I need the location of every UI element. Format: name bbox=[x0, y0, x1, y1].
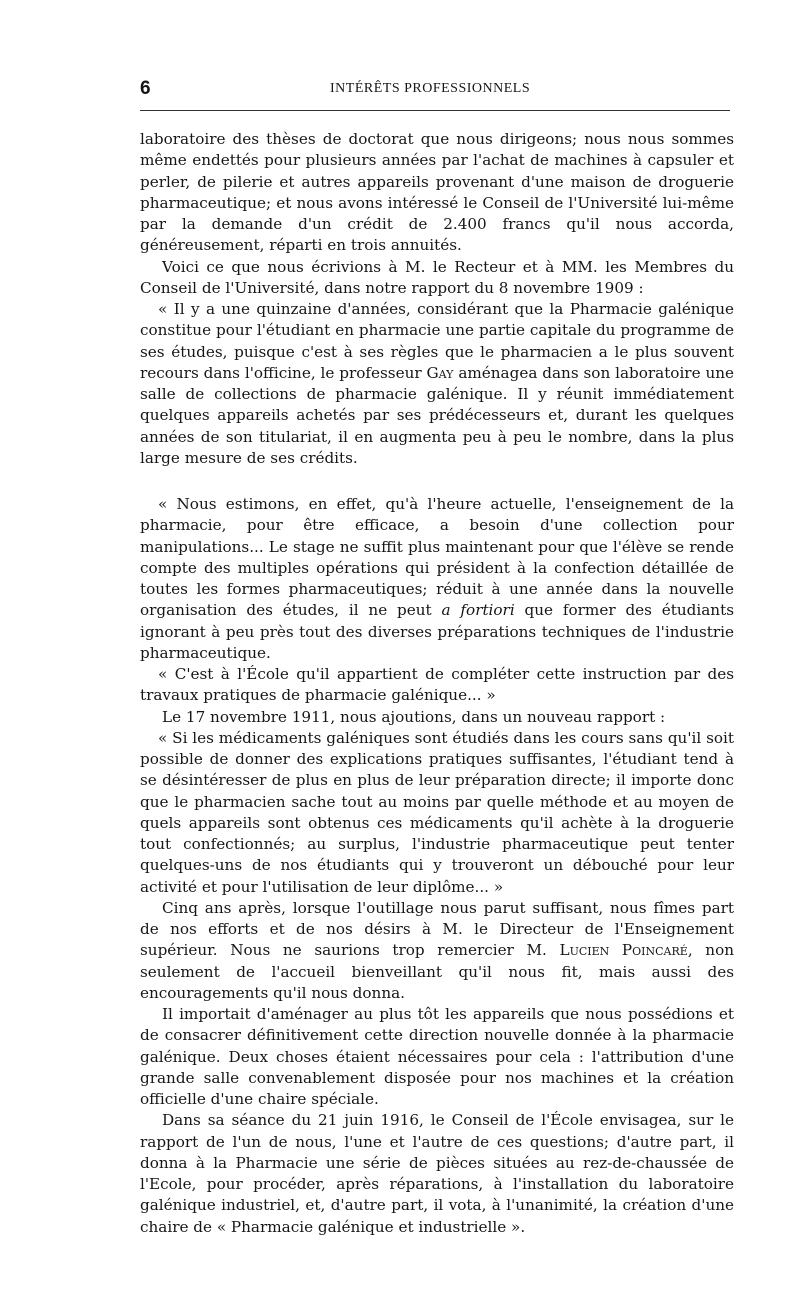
paragraph: Dans sa séance du 21 juin 1916, le Conseil de l'École envisagea, sur le rapport de l'un de nous, l'une et l'autre de ces questions; d'autre part, il donna à la Pharmacie une série de pièces situées au rez-de-chaussée de l'Ecole, pour procéder, après réparations, à l'installation du laboratoire galénique industriel, et, d'autre part, il vota, à l'unanimité, la création d'une chaire de « Pharmacie galénique et industrielle ». bbox=[140, 1111, 734, 1236]
paragraph: laboratoire des thèses de doctorat que nous dirigeons; nous nous sommes même endettés pour plusieurs années par l'achat de machines à capsuler et perler, de pilerie et autres appareils provenant d'une maison de droguerie pharmaceutique; et nous avons intéressé le Conseil de l'Université lui-même par la demande d'un crédit de 2.400 francs qu'il nous accorda, généreusement, réparti en trois annuités. bbox=[140, 130, 734, 255]
paragraph: Voici ce que nous écrivions à M. le Recteur et à MM. les Membres du Conseil de l'Université, dans notre rapport du 8 novembre 1909 : bbox=[140, 257, 734, 297]
quoted-paragraph: « Il y a une quinzaine d'années, considérant que la Pharmacie galénique constitue pour l'étudiant en pharmacie une partie capitale du programme de ses études, puisque c'est à ses règles que le pharmacien a le plus souvent recours dans l'officine, le professeur Gay aménagea dans son laboratoire une salle de collections de pharmacie galénique. Il y réunit immédiatement quelques appareils achetés par ses prédécesseurs et, durant les quelques années de son titulariat, il en augmenta peu à peu le nombre, dans la plus large mesure de ses crédits. bbox=[140, 300, 734, 467]
quoted-paragraph: « C'est à l'École qu'il appartient de compléter cette instruction par des travaux pratiques de pharmacie galénique... » bbox=[140, 665, 734, 705]
body-text bbox=[140, 129, 734, 1238]
header-rule bbox=[140, 110, 730, 111]
quoted-paragraph: « Si les médicaments galéniques sont étudiés dans les cours sans qu'il soit possible de donner des explications pratiques suffisantes, l'étudiant tend à se désintéresser de plus en plus de leur préparation directe; il importe donc que le pharmacien sache tout au moins par quelle méthode et au moyen de quels appareils sont obtenus ces médicaments qu'il achète à la droguerie tout confectionnés; au surplus, l'industrie pharmaceutique peut tenter quelques-uns de nos étudiants qui y trouveront un débouché pour leur activité et pour l'utilisation de leur diplôme... » bbox=[140, 728, 734, 896]
ellipsis-dots-divider bbox=[140, 471, 734, 492]
paragraph: Le 17 novembre 1911, nous ajoutions, dans un nouveau rapport : bbox=[162, 707, 666, 726]
page-header bbox=[140, 78, 730, 100]
author-name: Gay bbox=[426, 363, 454, 382]
italic-phrase: a fortiori bbox=[441, 601, 515, 620]
person-name: Lucien Poincaré bbox=[559, 941, 688, 960]
running-title: INTÉRÊTS PROFESSIONNELS bbox=[330, 81, 531, 96]
page-number: 6 bbox=[140, 78, 151, 99]
paragraph: Cinq ans après, lorsque l'outillage nous parut suffisant, nous fîmes part de nos efforts et de nos désirs à M. le Directeur de l'Enseignement supérieur. Nous ne saurions trop remercier M. Lucien Poincaré, non seulement de l'accueil bienveillant qu'il nous fit, mais aussi des encouragements qu'il nous donna. bbox=[140, 898, 734, 1002]
quoted-paragraph: « Nous estimons, en effet, qu'à l'heure actuelle, l'enseignement de la pharmacie, pour être efficace, a besoin d'une collection pour manipulations... Le stage ne suffit plus maintenant pour que l'élève se rende compte des multiples opérations qui président à la confection détaillée de toutes les formes pharmaceutiques; réduit à une année dans la nouvelle organisation des études, il ne peut a fortiori que former des étudiants ignorant à peu près tout des diverses préparations techniques de l'industrie pharmaceutique. bbox=[140, 495, 734, 662]
paragraph: Il importait d'aménager au plus tôt les appareils que nous possédions et de consacrer définitivement cette direction nouvelle donnée à la pharmacie galénique. Deux choses étaient nécessaires pour cela : l'attribution d'une grande salle convenablement disposée pour nos machines et la création officielle d'une chaire spéciale. bbox=[140, 1005, 734, 1108]
